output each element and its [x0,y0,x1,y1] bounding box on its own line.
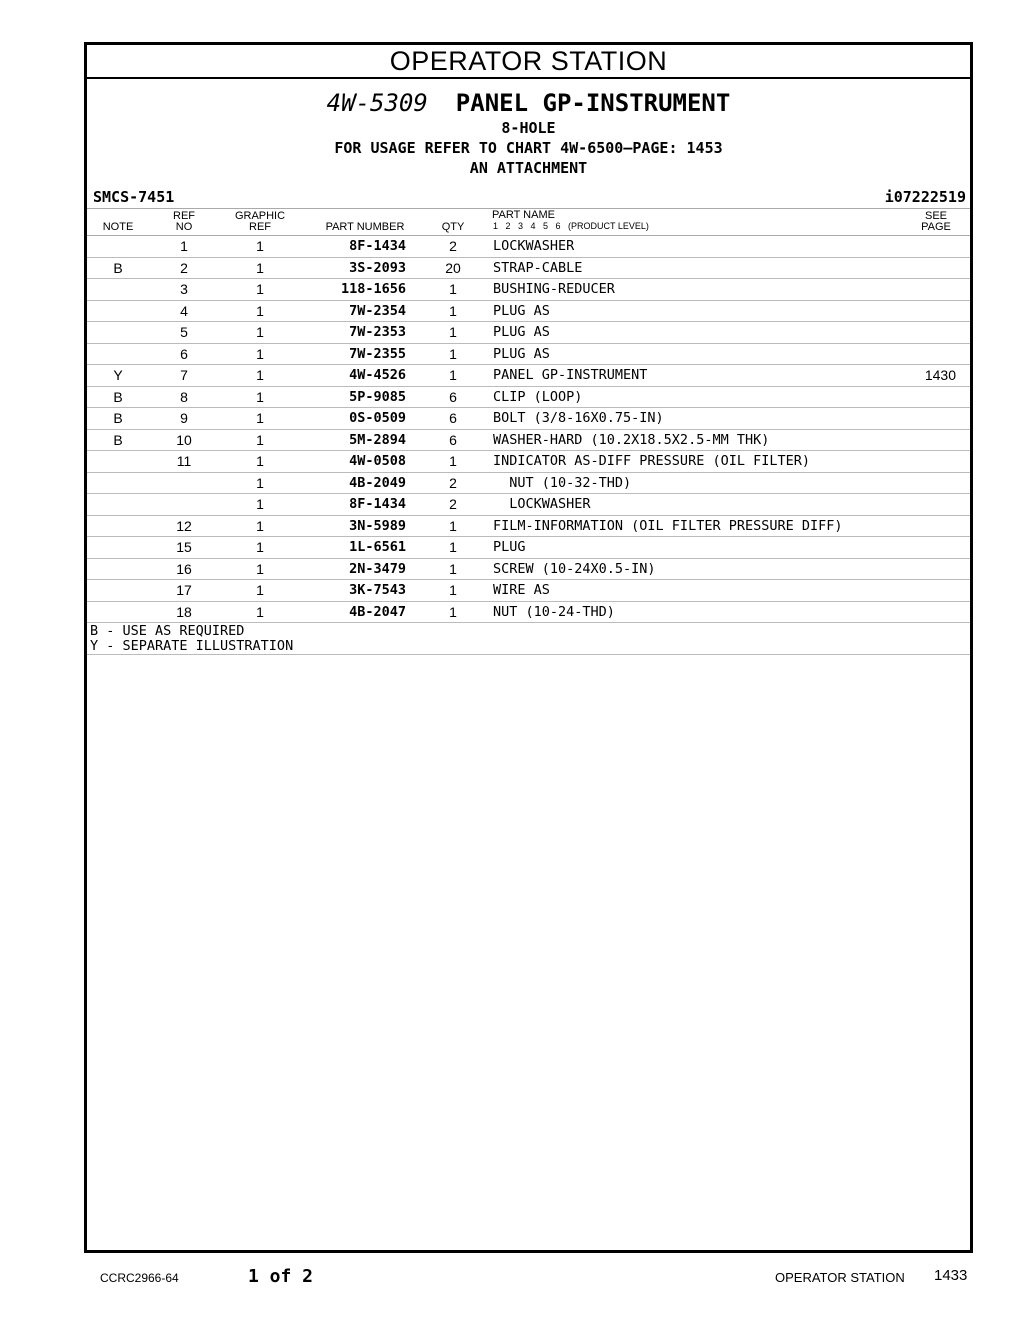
table-row [87,602,970,624]
col-part-number: PART NUMBER [325,221,405,233]
smcs-row [87,186,970,209]
note-b: B - USE AS REQUIRED [90,623,245,639]
graphic-ref-cell: 1 [256,603,264,620]
part-name-cell: CLIP (LOOP) [493,388,583,405]
part-name-cell: PLUG [493,539,526,555]
smcs-code: SMCS-7451 [93,188,175,206]
qty-cell: 20 [445,259,461,276]
part-number-cell: 4B-2049 [349,474,406,491]
table-row [87,580,970,602]
col-note: NOTE [102,221,134,233]
table-row [87,344,970,366]
qty-cell: 1 [449,453,457,469]
ref-no-cell: 18 [176,603,192,620]
header-line-2: FOR USAGE REFER TO CHART 4W-6500—PAGE: 1453 [334,139,723,157]
part-number-cell: 4W-4526 [349,367,406,383]
qty-cell: 6 [449,388,457,405]
qty-cell: 6 [449,410,457,426]
part-name-cell: STRAP-CABLE [493,259,583,276]
table-row [87,301,970,323]
graphic-ref-cell: 1 [256,302,264,319]
col-see-bottom: PAGE [921,221,951,233]
header-line-3: AN ATTACHMENT [469,159,588,177]
page-frame [84,42,973,1253]
graphic-ref-cell: 1 [256,259,264,276]
col-ref-top: REF [173,210,195,222]
ref-no-cell: 4 [180,302,188,319]
note-y: Y - SEPARATE ILLUSTRATION [90,638,294,654]
graphic-ref-cell: 1 [256,238,264,254]
footer-page-of: 1 of 2 [248,1266,314,1287]
part-number-cell: 3K-7543 [349,582,406,598]
part-name-cell: SCREW (10-24X0.5-IN) [493,560,656,577]
header-line-1: 8-HOLE [501,119,556,137]
part-name-cell: NUT (10-32-THD) [493,474,632,491]
table-row [87,322,970,344]
part-name-cell: NUT (10-24-THD) [493,603,615,620]
part-number-cell: 1L-6561 [349,539,406,555]
header-part-name: PANEL GP-INSTRUMENT [455,89,731,117]
part-number-cell: 8F-1434 [349,496,406,512]
part-number-cell: 7W-2353 [349,324,406,340]
part-number-cell: 8F-1434 [349,238,406,254]
part-name-cell: BUSHING-REDUCER [493,281,615,297]
part-title [87,88,970,118]
part-number-cell: 3N-5989 [349,517,406,534]
ref-no-cell: 15 [176,539,192,555]
table-row [87,494,970,516]
qty-cell: 1 [449,603,457,620]
table-row [87,451,970,473]
part-name-cell: PLUG AS [493,345,550,362]
page-footer [0,1266,1020,1290]
col-see-top: SEE [924,210,947,222]
table-row [87,365,970,387]
graphic-ref-cell: 1 [256,496,264,512]
footer-doc-code: CCRC2966-64 [100,1271,179,1285]
ref-no-cell: 11 [176,453,192,469]
see-page-cell: 1430 [924,367,956,383]
header-part-number: 4W-5309 [326,89,428,117]
qty-cell: 1 [449,582,457,598]
table-row [87,537,970,559]
col-graphic-bottom: REF [249,221,271,233]
part-name-cell: PLUG AS [493,324,550,340]
part-name-cell: BOLT (3/8-16X0.75-IN) [493,410,664,426]
table-row [87,236,970,258]
section-title: OPERATOR STATION [87,45,970,79]
part-number-cell: 0S-0509 [349,410,406,426]
qty-cell: 2 [449,496,457,512]
ref-no-cell: 17 [176,582,192,598]
part-name-cell: LOCKWASHER [493,496,591,512]
table-row [87,408,970,430]
qty-cell: 1 [449,281,457,297]
ref-no-cell: 16 [176,560,192,577]
ref-no-cell: 9 [180,410,188,426]
graphic-ref-cell: 1 [256,431,264,448]
part-name-cell: PLUG AS [493,302,550,319]
part-number-cell: 4W-0508 [349,453,406,469]
table-row [87,559,970,581]
ref-no-cell: 5 [180,324,188,340]
part-number-cell: 2N-3479 [349,560,406,577]
part-number-cell: 5M-2894 [349,431,406,448]
qty-cell: 6 [449,431,457,448]
table-row [87,279,970,301]
graphic-ref-cell: 1 [256,474,264,491]
qty-cell: 2 [449,238,457,254]
graphic-ref-cell: 1 [256,539,264,555]
graphic-ref-cell: 1 [256,410,264,426]
graphic-ref-cell: 1 [256,560,264,577]
ref-no-cell: 3 [180,281,188,297]
part-number-cell: 7W-2355 [349,345,406,362]
part-name-cell: WIRE AS [493,582,550,598]
graphic-ref-cell: 1 [256,453,264,469]
part-number-cell: 118-1656 [340,281,406,297]
part-header [87,88,970,178]
table-row [87,516,970,538]
part-name-cell: LOCKWASHER [493,238,575,254]
footer-section: OPERATOR STATION [775,1270,905,1285]
part-name-cell: INDICATOR AS-DIFF PRESSURE (OIL FILTER) [493,453,810,469]
ref-no-cell: 7 [180,367,188,383]
graphic-ref-cell: 1 [256,582,264,598]
col-graphic-top: GRAPHIC [234,210,286,222]
ref-no-cell: 2 [180,259,188,276]
qty-cell: 1 [449,324,457,340]
table-row [87,387,970,409]
qty-cell: 2 [449,474,457,491]
col-ref-bottom: NO [175,221,193,233]
table-row [87,258,970,280]
illustration-id: i07222519 [884,188,966,206]
table-row [87,473,970,495]
part-number-cell: 3S-2093 [349,259,406,276]
ref-no-cell: 8 [180,388,188,405]
part-name-cell: PANEL GP-INSTRUMENT [493,367,648,383]
qty-cell: 1 [449,560,457,577]
notes-legend [87,623,970,655]
table-row [87,430,970,452]
footer-page-number: 1433 [934,1267,968,1284]
note-cell: B [113,259,123,276]
col-part-name: PART NAME [492,209,555,221]
graphic-ref-cell: 1 [256,324,264,340]
part-number-cell: 4B-2047 [349,603,406,620]
graphic-ref-cell: 1 [256,388,264,405]
qty-cell: 1 [449,367,457,383]
qty-cell: 1 [449,302,457,319]
note-cell: B [113,431,123,448]
ref-no-cell: 6 [180,345,188,362]
qty-cell: 1 [449,539,457,555]
note-cell: B [113,410,123,426]
part-name-cell: FILM-INFORMATION (OIL FILTER PRESSURE DIFF) [493,517,843,534]
ref-no-cell: 1 [180,238,188,254]
ref-no-cell: 10 [176,431,192,448]
graphic-ref-cell: 1 [256,367,264,383]
qty-cell: 1 [449,345,457,362]
graphic-ref-cell: 1 [256,517,264,534]
note-cell: Y [113,367,123,383]
column-headers [87,209,970,236]
qty-cell: 1 [449,517,457,534]
parts-table [87,236,970,623]
graphic-ref-cell: 1 [256,281,264,297]
part-number-cell: 5P-9085 [349,388,406,405]
part-name-cell: WASHER-HARD (10.2X18.5X2.5-MM THK) [493,431,770,448]
col-qty: QTY [441,221,465,233]
part-number-cell: 7W-2354 [349,302,406,319]
ref-no-cell: 12 [176,517,192,534]
col-product-level: 1 2 3 4 5 6 (PRODUCT LEVEL) [493,221,649,231]
graphic-ref-cell: 1 [256,345,264,362]
note-cell: B [113,388,123,405]
